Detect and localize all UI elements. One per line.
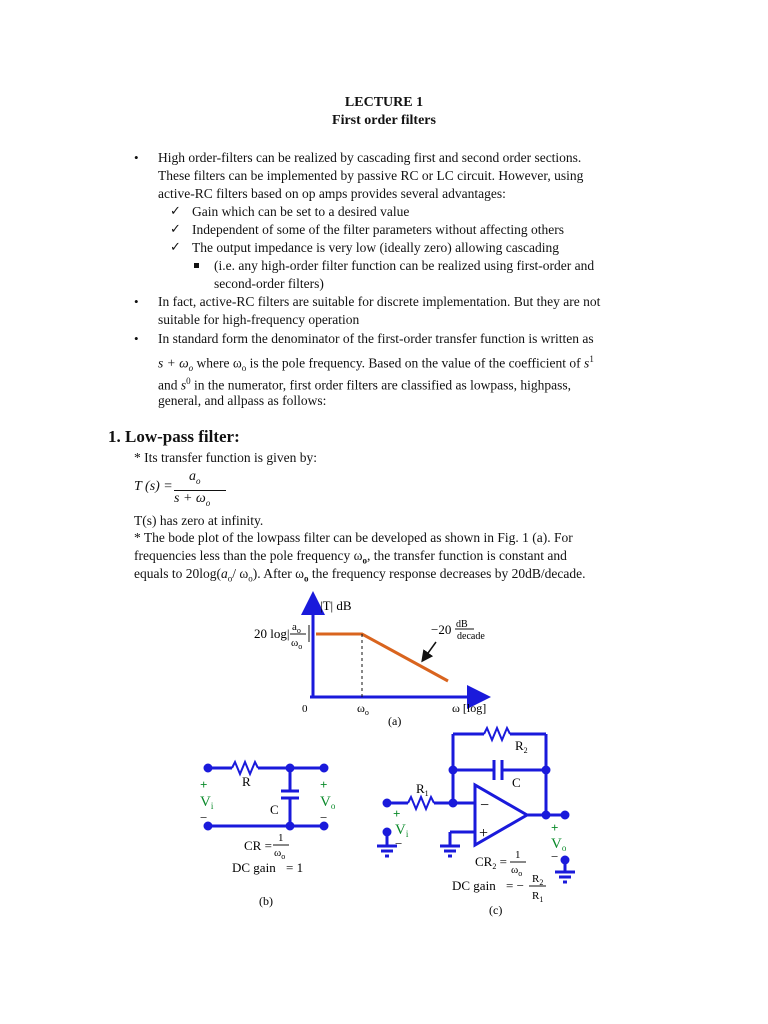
slope-value: −20 [431,622,452,637]
vout-minus: − [551,849,559,864]
opamp-minus: − [480,797,490,814]
vin-plus: + [393,806,401,821]
bullet-3-line4: general, and allpass as follows: [158,393,327,408]
bode-curve [316,634,448,681]
caption-b: (b) [259,894,273,908]
bullet-2-text: In fact, active-RC filters are suitable for discrete implementation. But they are not suitable for high-frequency operation [158,294,601,327]
resistor-r1 [408,797,434,809]
vin-label: $V_i$ [395,822,409,839]
x-tick-label: $\omega_o$ [357,701,369,717]
bullet-3-line2: $s + \omega_o$ where $\omega_o$ is the pole frequency. Based on the value of the coefficient of $s^1$ [158,354,594,374]
cr-den: $\omega_o$ [274,847,286,861]
cr-lhs: CR = [244,838,272,853]
lecture-label: LECTURE 1 [344,95,424,110]
cr-num: 1 [278,832,284,844]
check-icon: ✓ [170,203,181,218]
tf-intro: * Its transfer function is given by: [134,450,317,465]
paragraph-line: * The bode plot of the lowpass filter can be developed as shown in Fig. 1 (a). For [134,530,573,545]
resistor-r [232,762,258,774]
resistor-label: R [242,774,251,789]
section-heading: 1. Low-pass filter: [108,427,240,446]
resistor-r2 [484,728,510,740]
capacitor-label: C [270,802,279,817]
r2-label: $R_2$ [515,738,528,755]
cr2-num: 1 [515,849,521,861]
bullet-dot: • [134,150,139,165]
check-item: The output impedance is very low (ideally zero) allowing cascading [192,240,559,255]
y-axis-label: |T| dB [320,598,352,613]
zero-line: T(s) has zero at infinity. [134,513,264,528]
caption-a: (a) [388,714,402,728]
origin-label: 0 [302,703,308,715]
bullet-3-line3: and $s^0$ in the numerator, first order filters are classified as lowpass, highpass, [158,376,571,393]
vin-minus: − [395,836,403,851]
dc-gain-num: $R_2$ [532,873,544,887]
bullet-dot: • [134,294,139,309]
paragraph-line: equals to $20\log(a_o/$ $\omega_o$). After $\omega_o$ the frequency response decreases by 20dB/decade. [134,566,586,584]
check-icon: ✓ [170,221,181,236]
level-num: $a_o$ [292,621,301,635]
caption-c: (c) [489,903,503,917]
slope-unit-den: decade [457,631,485,642]
dc-gain-label: DC gain [452,878,496,893]
slope-arrow [423,642,436,660]
dc-gain-den: $R_1$ [532,890,544,904]
bullet-3-line1: In standard form the denominator of the first-order transfer function is written as [158,331,594,346]
paragraph-line: frequencies less than the pole frequency $\omega_o$, the transfer function is constant and [134,548,567,566]
bullet-1-text: High order-filters can be realized by cascading first and second order sections. These filters can be implemented by passive RC or LC circuit. However, using active-RC filters based on op amps provides several advantages: [158,150,584,201]
r1-label: $R_1$ [416,781,429,798]
vout-plus: + [551,820,559,835]
bode-plot [254,597,486,728]
vout-plus: + [320,777,328,792]
cr2-lhs: $CR_2$ = [475,854,507,871]
x-axis-label: ω [log] [452,701,487,715]
dc-gain-eq: = − [506,878,524,893]
c-label: C [512,775,521,790]
page-title: First order filters [332,113,436,128]
passive-rc-circuit [205,762,327,829]
level-prefix: 20 log| [254,626,290,641]
level-den: $\omega_o$ [291,637,303,651]
vout-minus: − [320,810,328,825]
check-item: Gain which can be set to a desired value [192,204,410,219]
vin-label: $V_i$ [200,794,214,811]
cr2-den: $\omega_o$ [511,864,523,878]
bullet-dot: • [134,331,139,346]
check-item: Independent of some of the filter parameters without affecting others [192,222,564,237]
vin-minus: − [200,810,208,825]
slope-unit-num: dB [456,619,468,630]
sub-bullet-text: (i.e. any high-order filter function can be realized using first-order and second-order filters) [214,258,595,291]
check-icon: ✓ [170,239,181,254]
vout-label: $V_o$ [551,836,567,853]
vin-plus: + [200,777,208,792]
opamp-plus: + [479,825,489,842]
vout-label: $V_o$ [320,794,336,811]
dc-gain-label: DC gain [232,860,276,875]
dc-gain-value: = 1 [286,860,304,875]
